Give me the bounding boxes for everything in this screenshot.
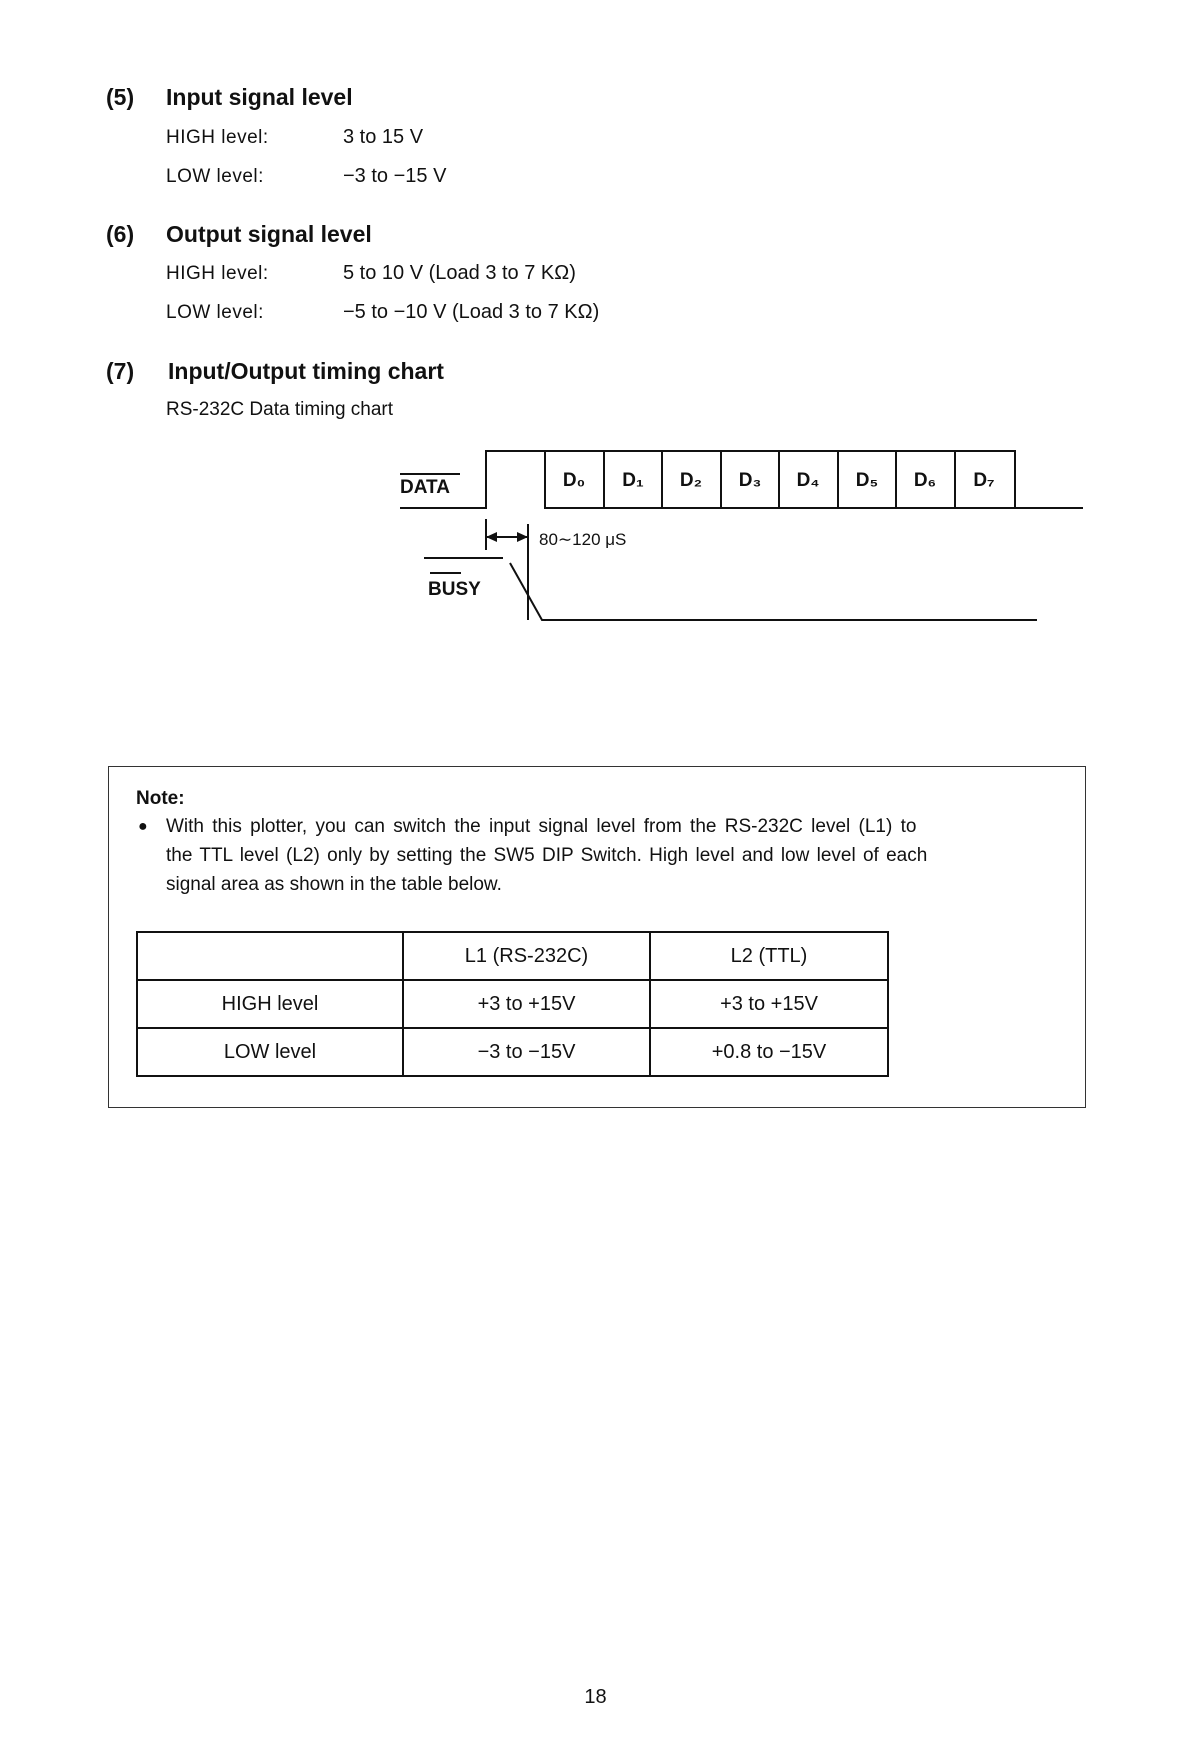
arrowhead-right — [517, 532, 528, 542]
interval-label: 80∼120 μS — [539, 530, 627, 549]
bit-d5-label: D₅ — [855, 470, 879, 491]
bit-d2-label: D₂ — [679, 470, 703, 491]
section-7-number: (7) — [106, 358, 135, 384]
bit-d1-label: D₁ — [622, 470, 644, 491]
note-line-3: signal area as shown in the table below. — [166, 874, 502, 895]
table-cell: LOW level — [137, 1028, 403, 1076]
table-header-row — [137, 932, 888, 980]
bullet-icon: ● — [138, 818, 148, 835]
data-signal-label: DATA — [400, 477, 450, 498]
s6-high-label: HIGH level: — [166, 263, 269, 284]
section-6-title: Output signal level — [166, 221, 372, 247]
table-cell: −3 to −15V — [403, 1028, 650, 1076]
table-cell: +0.8 to −15V — [650, 1028, 888, 1076]
note-title: Note: — [136, 788, 185, 809]
table-row — [137, 1028, 888, 1076]
bit-d6-label: D₆ — [913, 470, 937, 491]
section-6-number: (6) — [106, 221, 135, 247]
section-7-title: Input/Output timing chart — [168, 358, 444, 384]
bit-d3-label: D₃ — [738, 470, 762, 491]
table-header-cell: L2 (TTL) — [650, 932, 888, 980]
table-cell: +3 to +15V — [650, 980, 888, 1028]
bit-d7-label: D₇ — [973, 470, 995, 491]
arrowhead-left — [486, 532, 497, 542]
note-line-2: the TTL level (L2) only by setting the SW5 DIP Switch. High level and low level of each — [166, 845, 928, 866]
table-row — [137, 980, 888, 1028]
table-header-cell — [137, 932, 403, 980]
page-number: 18 — [584, 1686, 607, 1708]
busy-waveform — [510, 563, 1037, 620]
s5-high-value: 3 to 15 V — [343, 126, 424, 148]
table-cell: HIGH level — [137, 980, 403, 1028]
busy-signal-label: BUSY — [428, 579, 481, 600]
s6-high-value: 5 to 10 V (Load 3 to 7 KΩ) — [343, 262, 576, 284]
section-5-title: Input signal level — [166, 84, 353, 110]
section-5-number: (5) — [106, 84, 135, 110]
s6-low-value: −5 to −10 V (Load 3 to 7 KΩ) — [343, 301, 600, 323]
s5-low-label: LOW level: — [166, 166, 264, 187]
s5-high-label: HIGH level: — [166, 127, 269, 148]
s6-low-label: LOW level: — [166, 302, 264, 323]
bit-d4-label: D₄ — [796, 470, 820, 491]
signal-level-table — [136, 931, 889, 1077]
bit-d0-label: D₀ — [562, 470, 586, 491]
s5-low-value: −3 to −15 V — [343, 165, 447, 187]
timing-chart-subtitle: RS-232C Data timing chart — [166, 399, 394, 420]
table-cell: +3 to +15V — [403, 980, 650, 1028]
timing-diagram — [0, 0, 1191, 660]
note-line-1: With this plotter, you can switch the input signal level from the RS-232C level (L1) to — [166, 816, 917, 837]
table-header-cell: L1 (RS-232C) — [403, 932, 650, 980]
